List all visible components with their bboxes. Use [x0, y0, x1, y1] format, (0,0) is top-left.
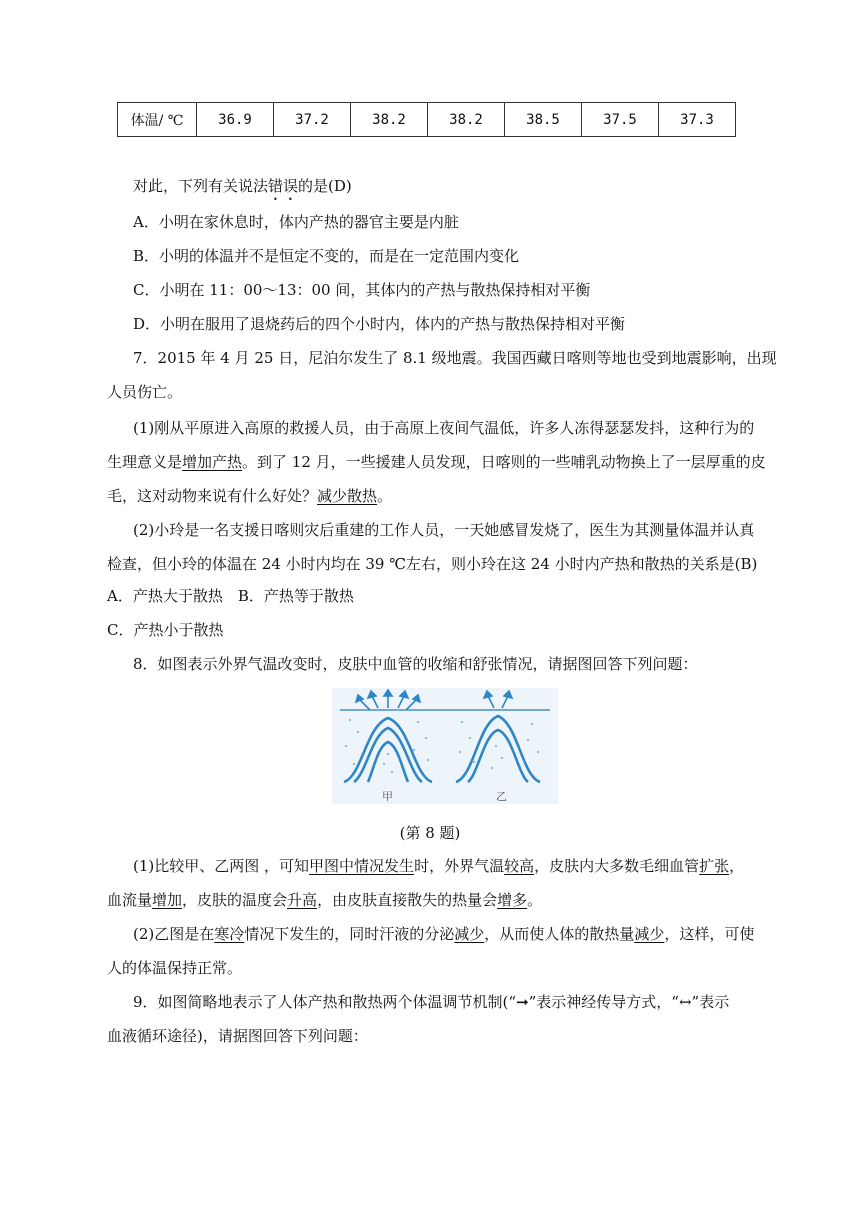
- text: 。到了 12 月，一些援建人员发现，日喀则的一些哺乳动物换上了一层厚重的皮: [242, 453, 766, 471]
- q7-part2-line1: (2)小玲是一名支援日喀则灾后重建的工作人员，一天她感冒发烧了，医生为其测量体温并认真: [133, 521, 755, 539]
- q7-option-c: C．产热小于散热: [107, 621, 224, 639]
- skin-blood-vessel-figure: [332, 688, 558, 804]
- q6-stem: [133, 176, 352, 204]
- q7-part2-line2: [107, 554, 757, 574]
- answer-fill: 甲: [309, 857, 325, 875]
- q7-part1-line2: [107, 452, 766, 472]
- text: 。: [527, 891, 543, 909]
- text: 情况下发生的，同时汗液的分泌: [244, 925, 455, 943]
- q6-option-c: C．小明在 11：00～13：00 间，其体内的产热与散热保持相对平衡: [133, 281, 591, 299]
- table-cell: 37.5: [582, 103, 659, 137]
- temperature-table: [117, 102, 736, 137]
- text: (1)比较甲、乙两图 ，可知: [133, 857, 310, 875]
- q7-part1-line1: (1)刚从平原进入高原的救援人员，由于高原上夜间气温低，许多人冻得瑟瑟发抖，这种行为的: [133, 419, 755, 437]
- text: ，这样，可使: [664, 925, 755, 943]
- text: 生理意义是: [107, 453, 183, 471]
- answer-fill: 增加产热: [182, 453, 243, 471]
- table-cell: 38.2: [351, 103, 428, 137]
- q7-stem-line2: 人员伤亡。: [107, 383, 183, 401]
- q7-stem-line1: 7．2015 年 4 月 25 日，尼泊尔发生了 8.1 级地震。我国西藏日喀则等地也受到地震影响，出现: [133, 349, 777, 367]
- table-cell: 37.2: [274, 103, 351, 137]
- q6-answer: (D): [328, 177, 352, 195]
- text: ，: [729, 857, 745, 875]
- answer-fill: 减少: [634, 925, 665, 943]
- q7-answer: (B): [734, 555, 758, 573]
- figure-caption: (第 8 题): [399, 824, 461, 842]
- q8-part1-line2: [107, 890, 542, 910]
- answer-fill: 扩张: [699, 857, 730, 875]
- answer-fill: 增加: [152, 891, 183, 909]
- q9-stem-line2: 血液循环途径)，请据图回答下列问题：: [107, 1027, 368, 1045]
- q9-stem-line1: 9．如图简略地表示了人体产热和散热两个体温调节机制(“➞”表示神经传导方式，“↔”表示: [133, 993, 730, 1011]
- answer-fill: 寒冷: [214, 925, 245, 943]
- q6-option-a: A．小明在家休息时，体内产热的器官主要是内脏: [133, 213, 459, 231]
- q6-option-d: D．小明在服用了退烧药后的四个小时内，体内的产热与散热保持相对平衡: [133, 315, 626, 333]
- text: 检查，但小玲的体温在 24 小时内均在 39 ℃左右，则小玲在这 24 小时内产热和散热的关系是: [107, 555, 735, 573]
- table-row: [118, 103, 736, 137]
- text: ，皮肤内大多数毛细血管: [534, 857, 700, 875]
- figure-label-jia: 甲: [382, 790, 393, 803]
- answer-fill: 较高: [504, 857, 535, 875]
- answer-fill: 减少散热: [317, 487, 378, 505]
- text: 毛，这对动物来说有什么好处？: [107, 487, 318, 505]
- text: ，皮肤的温度会: [182, 891, 288, 909]
- text: 时，外界气温: [414, 857, 505, 875]
- q6-stem-text: 对此，下列有关说法错误的是: [133, 177, 329, 195]
- table-cell: 36.9: [197, 103, 274, 137]
- table-cell: 38.5: [505, 103, 582, 137]
- q8-part1-line1: [133, 856, 744, 876]
- answer-fill: 升高: [287, 891, 318, 909]
- q8-part2-line2: 人的体温保持正常。: [107, 959, 243, 977]
- text: ，从而使人体的散热量: [484, 925, 635, 943]
- text: 图中情况发生: [324, 857, 415, 875]
- answer-fill: 减少: [454, 925, 485, 943]
- q8-stem: 8．如图表示外界气温改变时，皮肤中血管的收缩和舒张情况，请据图回答下列问题：: [133, 655, 698, 673]
- q7-part1-line3: [107, 486, 392, 506]
- text: 血流量: [107, 891, 153, 909]
- q8-part2-line1: [133, 924, 754, 944]
- figure-label-yi: 乙: [496, 790, 507, 803]
- answer-fill: 增多: [497, 891, 528, 909]
- table-cell: 37.3: [659, 103, 736, 137]
- table-cell: 38.2: [428, 103, 505, 137]
- text: ，由皮肤直接散失的热量会: [317, 891, 498, 909]
- text: 。: [377, 487, 393, 505]
- table-header-cell: 体温/ ℃: [118, 103, 197, 137]
- q6-option-b: B．小明的体温并不是恒定不变的，而是在一定范围内变化: [133, 247, 520, 265]
- q7-options-ab: A．产热大于散热 B．产热等于散热: [107, 587, 354, 605]
- text: (2)乙图是在: [133, 925, 215, 943]
